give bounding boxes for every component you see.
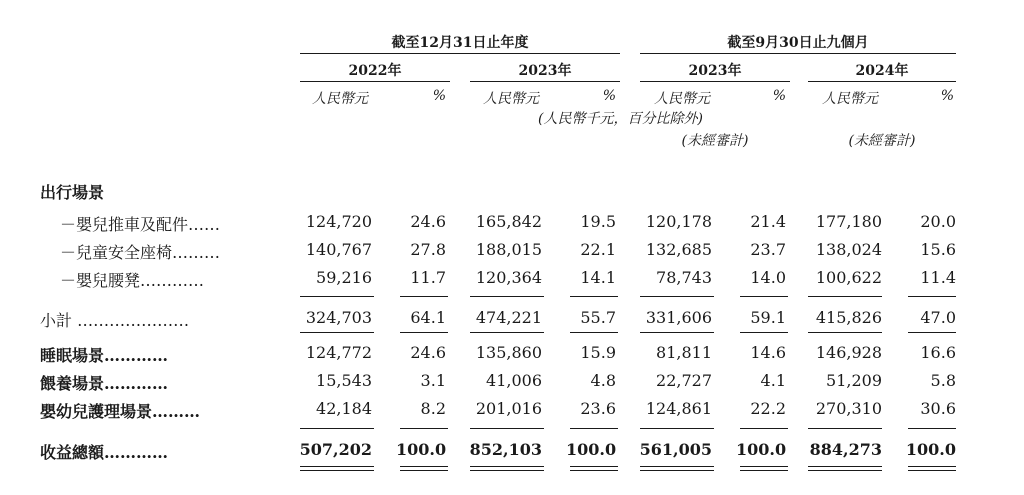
cell-value: 8.2 bbox=[420, 399, 446, 418]
total-rule bbox=[808, 428, 882, 429]
cell-value: 20.0 bbox=[920, 212, 956, 231]
row-label: 嬰幼兒護理場景……… bbox=[40, 402, 201, 421]
cell-value: 23.7 bbox=[750, 240, 786, 259]
cell-value: 22.2 bbox=[750, 399, 786, 418]
cell-value-total: 852,103 bbox=[469, 440, 542, 459]
unit-pct: % bbox=[940, 88, 954, 104]
cell-value-total: 100.0 bbox=[736, 440, 787, 459]
cell-value: 132,685 bbox=[645, 240, 712, 259]
cell-value: 15.6 bbox=[920, 240, 956, 259]
cell-value: 22.1 bbox=[580, 240, 616, 259]
cell-value: 16.6 bbox=[920, 343, 956, 362]
period-rule-year bbox=[300, 53, 620, 54]
cell-value: 14.1 bbox=[580, 268, 616, 287]
period-header-year: 截至12月31日止年度 bbox=[391, 35, 529, 51]
total-double-rule bbox=[300, 466, 374, 471]
total-double-rule bbox=[570, 466, 618, 471]
subtotal-rule bbox=[740, 296, 788, 297]
row-label: －嬰兒腰凳………… bbox=[60, 271, 205, 290]
total-double-rule bbox=[470, 466, 544, 471]
cell-value: 100,622 bbox=[815, 268, 882, 287]
cell-value: 5.8 bbox=[930, 371, 956, 390]
total-double-rule bbox=[808, 466, 882, 471]
subtotal-rule bbox=[570, 296, 618, 297]
subtotal-rule bbox=[470, 332, 544, 333]
cell-value: 27.8 bbox=[410, 240, 446, 259]
subtotal-rule bbox=[400, 332, 448, 333]
cell-value: 15,543 bbox=[316, 371, 372, 390]
cell-value: 21.4 bbox=[750, 212, 786, 231]
cell-value-total: 561,005 bbox=[639, 440, 712, 459]
cell-value: 270,310 bbox=[815, 399, 882, 418]
subtotal-rule bbox=[300, 332, 374, 333]
cell-value: 135,860 bbox=[475, 343, 542, 362]
total-rule bbox=[470, 428, 544, 429]
row-label: 睡眠場景………… bbox=[40, 346, 169, 365]
total-rule bbox=[400, 428, 448, 429]
year-header-2023: 2023年 bbox=[518, 63, 572, 79]
cell-value: 14.0 bbox=[750, 268, 786, 287]
unit-rmb: 人民幣元 bbox=[654, 91, 710, 107]
cell-value: 3.1 bbox=[420, 371, 446, 390]
cell-value: 124,720 bbox=[305, 212, 372, 231]
row-label-total: 收益總額………… bbox=[40, 443, 169, 462]
unit-pct: % bbox=[432, 88, 446, 104]
subtotal-rule bbox=[570, 332, 618, 333]
cell-value: 22,727 bbox=[656, 371, 712, 390]
cell-value: 4.8 bbox=[590, 371, 616, 390]
cell-value: 11.7 bbox=[410, 268, 446, 287]
subtotal-rule bbox=[470, 296, 544, 297]
subtotal-rule bbox=[808, 332, 882, 333]
cell-value-total: 884,273 bbox=[809, 440, 882, 459]
cell-value: 120,178 bbox=[645, 212, 712, 231]
cell-value: 19.5 bbox=[580, 212, 616, 231]
unit-note: (人民幣千元，百分比除外) bbox=[538, 111, 703, 127]
subtotal-rule bbox=[640, 332, 714, 333]
year-header-2024-nine-months: 2024年 bbox=[855, 63, 909, 79]
total-double-rule bbox=[400, 466, 448, 471]
cell-value: 474,221 bbox=[475, 308, 542, 327]
unit-rmb: 人民幣元 bbox=[822, 91, 878, 107]
cell-value-total: 507,202 bbox=[299, 440, 372, 459]
cell-value-total: 100.0 bbox=[905, 440, 956, 459]
row-label: 餵養場景………… bbox=[40, 374, 169, 393]
subtotal-rule bbox=[908, 296, 956, 297]
year-rule bbox=[300, 81, 450, 82]
cell-value: 120,364 bbox=[475, 268, 542, 287]
cell-value-total: 100.0 bbox=[566, 440, 617, 459]
row-label: －兒童安全座椅……… bbox=[60, 243, 221, 262]
total-double-rule bbox=[740, 466, 788, 471]
subtotal-rule bbox=[640, 296, 714, 297]
cell-value: 188,015 bbox=[475, 240, 542, 259]
cell-value: 415,826 bbox=[815, 308, 882, 327]
cell-value: 201,016 bbox=[475, 399, 542, 418]
total-rule bbox=[908, 428, 956, 429]
subtotal-rule bbox=[808, 296, 882, 297]
subtotal-rule bbox=[300, 296, 374, 297]
unaudited-note: (未經審計) bbox=[681, 133, 749, 149]
year-rule bbox=[470, 81, 620, 82]
section-title-travel: 出行場景 bbox=[40, 183, 105, 202]
cell-value: 146,928 bbox=[815, 343, 882, 362]
unaudited-note: (未經審計) bbox=[848, 133, 916, 149]
cell-value: 138,024 bbox=[815, 240, 882, 259]
unit-rmb: 人民幣元 bbox=[483, 91, 539, 107]
cell-value: 14.6 bbox=[750, 343, 786, 362]
year-header-2023-nine-months: 2023年 bbox=[688, 63, 742, 79]
cell-value: 124,861 bbox=[645, 399, 712, 418]
cell-value: 78,743 bbox=[656, 268, 712, 287]
cell-value: 124,772 bbox=[305, 343, 372, 362]
cell-value: 42,184 bbox=[316, 399, 372, 418]
total-rule bbox=[300, 428, 374, 429]
period-header-nine-months: 截至9月30日止九個月 bbox=[727, 35, 869, 51]
total-rule bbox=[640, 428, 714, 429]
row-label-subtotal: 小計 ………………… bbox=[40, 311, 190, 330]
cell-value: 30.6 bbox=[920, 399, 956, 418]
cell-value: 324,703 bbox=[305, 308, 372, 327]
cell-value-total: 100.0 bbox=[396, 440, 447, 459]
cell-value: 23.6 bbox=[580, 399, 616, 418]
cell-value: 41,006 bbox=[486, 371, 542, 390]
cell-value: 59.1 bbox=[750, 308, 786, 327]
unit-pct: % bbox=[602, 88, 616, 104]
cell-value: 140,767 bbox=[305, 240, 372, 259]
cell-value: 55.7 bbox=[580, 308, 616, 327]
cell-value: 64.1 bbox=[410, 308, 446, 327]
cell-value: 4.1 bbox=[760, 371, 786, 390]
total-rule bbox=[570, 428, 618, 429]
cell-value: 24.6 bbox=[410, 343, 446, 362]
year-rule bbox=[808, 81, 956, 82]
cell-value: 59,216 bbox=[316, 268, 372, 287]
cell-value: 15.9 bbox=[580, 343, 616, 362]
unit-rmb: 人民幣元 bbox=[312, 91, 368, 107]
cell-value: 177,180 bbox=[815, 212, 882, 231]
cell-value: 51,209 bbox=[826, 371, 882, 390]
total-double-rule bbox=[908, 466, 956, 471]
cell-value: 47.0 bbox=[920, 308, 956, 327]
subtotal-rule bbox=[908, 332, 956, 333]
cell-value: 331,606 bbox=[645, 308, 712, 327]
cell-value: 81,811 bbox=[656, 343, 712, 362]
subtotal-rule bbox=[740, 332, 788, 333]
cell-value: 165,842 bbox=[475, 212, 542, 231]
cell-value: 11.4 bbox=[920, 268, 956, 287]
cell-value: 24.6 bbox=[410, 212, 446, 231]
year-header-2022: 2022年 bbox=[348, 63, 402, 79]
row-label: －嬰兒推車及配件…… bbox=[60, 215, 221, 234]
subtotal-rule bbox=[400, 296, 448, 297]
year-rule bbox=[640, 81, 790, 82]
total-rule bbox=[740, 428, 788, 429]
total-double-rule bbox=[640, 466, 714, 471]
period-rule-nine-months bbox=[640, 53, 956, 54]
unit-pct: % bbox=[772, 88, 786, 104]
